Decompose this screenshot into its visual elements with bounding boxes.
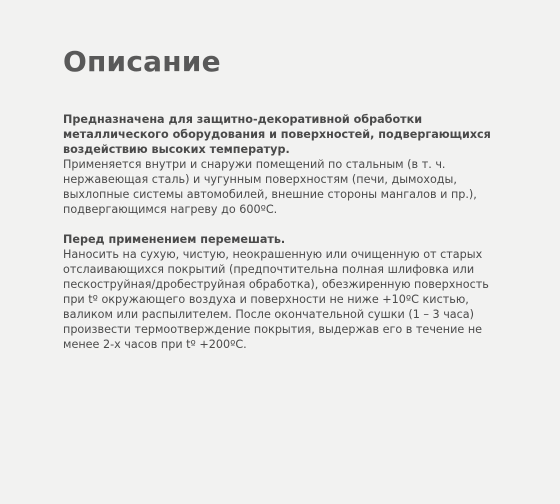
instructions-text: Наносить на сухую, чистую, неокрашенную или очищенную от старых отслаивающихся покрытий (предпочтительна полная шлифовка или пескоструйная/дробеструйная обработка), обезжиренную поверхность при tº окружающего воздуха и поверхности не ниже +10ºС кистью, валиком или распылителем. После окончательной сушки (1 – 3 часа) произвести термоотверждение покрытия, выдержав его в течение не менее 2-х часов при tº +200ºС.	[63, 248, 489, 351]
description-content	[63, 112, 513, 352]
mix-before-use-text: Перед применением перемешать.	[63, 233, 286, 246]
application-text: Применяется внутри и снаружи помещений по стальным (в т. ч. нержавеющая сталь) и чугунным поверхностям (печи, дымоходы, выхлопные системы автомобилей, внешние стороны мангалов и пр.), подвергающимся нагреву до 600ºС.	[63, 158, 477, 216]
purpose-bold-text: Предназначена для защитно-декоративной обработки металлического оборудования и поверхностей, подвергающихся воздействию высоких температур.	[63, 113, 491, 156]
paragraph-spacer	[63, 217, 513, 232]
page-title: Описание	[63, 45, 221, 78]
